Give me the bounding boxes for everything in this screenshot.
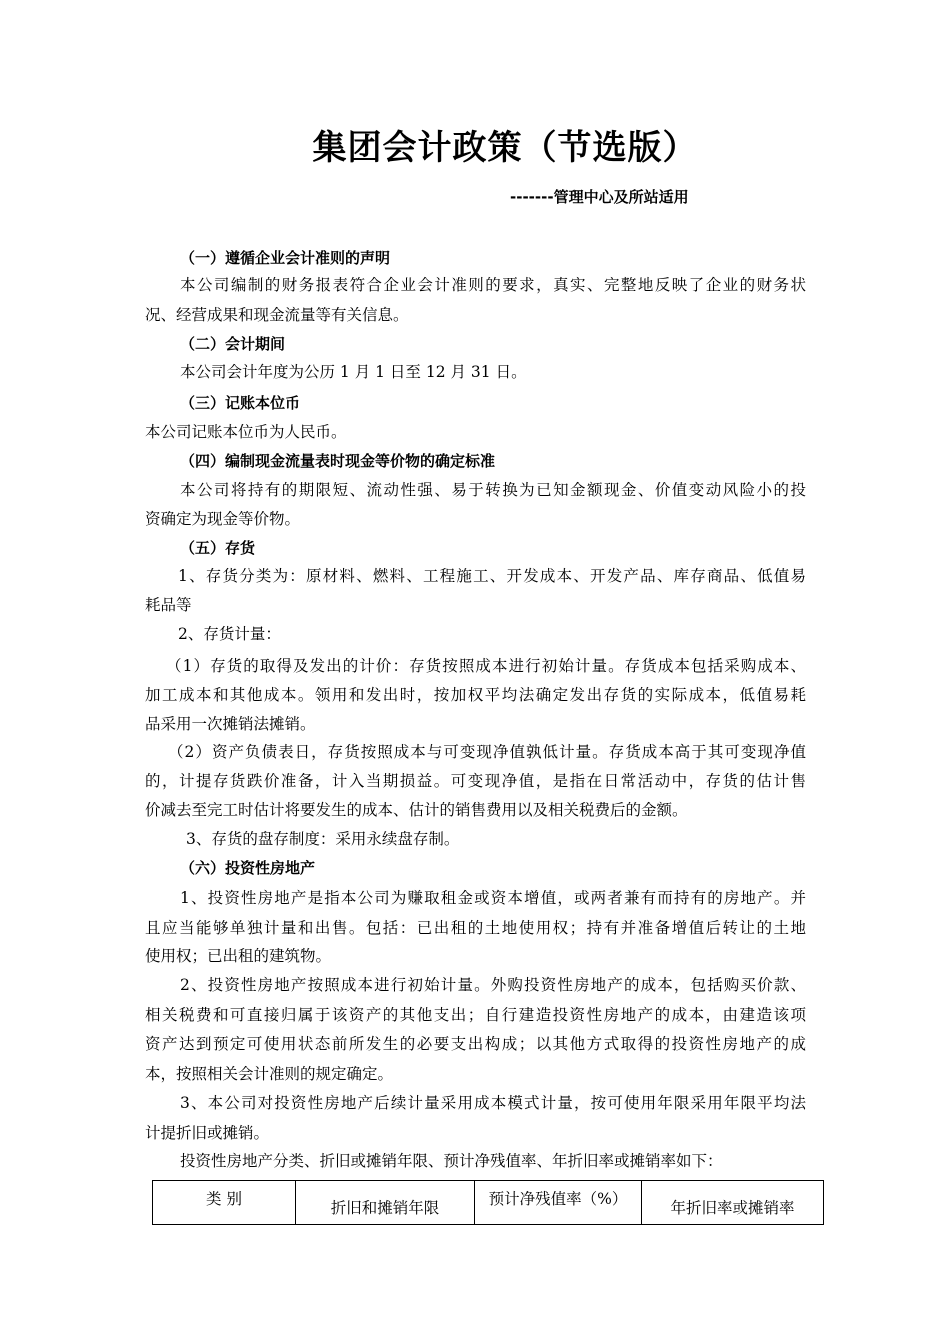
document-title: 集团会计政策（节选版） [312, 128, 698, 168]
paragraph-line: 2、投资性房地产按照成本进行初始计量。外购投资性房地产的成本，包括购买价款、 [180, 976, 806, 994]
paragraph-line: 本公司会计年度为公历 1 月 1 日至 12 月 31 日。 [180, 363, 527, 381]
paragraph-line: 况、经营成果和现金流量等有关信息。 [145, 306, 409, 324]
table-header-cell: 折旧和摊销年限 [296, 1181, 475, 1225]
section-heading: （二）会计期间 [180, 335, 286, 353]
table-header-cell: 年折旧率或摊销率 [642, 1181, 824, 1225]
paragraph-line: 相关税费和可直接归属于该资产的其他支出；自行建造投资性房地产的成本，由建造该项 [145, 1006, 806, 1024]
paragraph-line: 本公司编制的财务报表符合企业会计准则的要求，真实、完整地反映了企业的财务状 [180, 276, 806, 294]
paragraph-line: 1、投资性房地产是指本公司为赚取租金或资本增值，或两者兼有而持有的房地产。并 [180, 889, 806, 907]
paragraph-line: 1、存货分类为：原材料、燃料、工程施工、开发成本、开发产品、库存商品、低值易 [178, 567, 806, 585]
paragraph-line: （2）资产负债表日，存货按照成本与可变现净值孰低计量。存货成本高于其可变现净值 [168, 743, 806, 761]
paragraph-line: 2、存货计量： [178, 625, 281, 643]
section-heading: （四）编制现金流量表时现金等价物的确定标准 [180, 452, 496, 470]
paragraph-line: （1）存货的取得及发出的计价：存货按照成本进行初始计量。存货成本包括采购成本、 [166, 657, 806, 675]
paragraph-line: 资确定为现金等价物。 [145, 510, 301, 528]
table-header-cell: 预计净残值率（%） [475, 1181, 642, 1225]
depreciation-table [152, 1180, 824, 1225]
paragraph-line: 本，按照相关会计准则的规定确定。 [145, 1065, 394, 1083]
table-header-row [153, 1181, 824, 1225]
paragraph-line: 本公司记账本位币为人民币。 [145, 423, 347, 441]
document-subtitle: -------管理中心及所站适用 [510, 188, 689, 206]
paragraph-line: 本公司将持有的期限短、流动性强、易于转换为已知金额现金、价值变动风险小的投 [180, 481, 806, 499]
paragraph-line: 3、存货的盘存制度：采用永续盘存制。 [186, 830, 460, 848]
paragraph-line: 耗品等 [145, 596, 192, 614]
table-header-cell: 类 别 [153, 1181, 296, 1225]
paragraph-line: 且应当能够单独计量和出售。包括：已出租的土地使用权；持有并准备增值后转让的土地 [145, 919, 806, 937]
paragraph-line: 资产达到预定可使用状态前所发生的必要支出构成；以其他方式取得的投资性房地产的成 [145, 1035, 806, 1053]
section-heading: （六）投资性房地产 [180, 859, 316, 877]
section-heading: （一）遵循企业会计准则的声明 [180, 249, 391, 267]
paragraph-line: 的，计提存货跌价准备，计入当期损益。可变现净值，是指在日常活动中，存货的估计售 [145, 772, 806, 790]
paragraph-line: 投资性房地产分类、折旧或摊销年限、预计净残值率、年折旧率或摊销率如下： [180, 1152, 723, 1170]
paragraph-line: 3、本公司对投资性房地产后续计量采用成本模式计量，按可使用年限采用年限平均法 [180, 1094, 806, 1112]
section-heading: （五）存货 [180, 539, 256, 557]
paragraph-line: 使用权；已出租的建筑物。 [145, 947, 332, 965]
paragraph-line: 价减去至完工时估计将要发生的成本、估计的销售费用以及相关税费后的金额。 [145, 801, 688, 819]
paragraph-line: 计提折旧或摊销。 [145, 1124, 270, 1142]
section-heading: （三）记账本位币 [180, 394, 301, 412]
paragraph-line: 品采用一次摊销法摊销。 [145, 715, 316, 733]
paragraph-line: 加工成本和其他成本。领用和发出时，按加权平均法确定发出存货的实际成本，低值易耗 [145, 686, 806, 704]
